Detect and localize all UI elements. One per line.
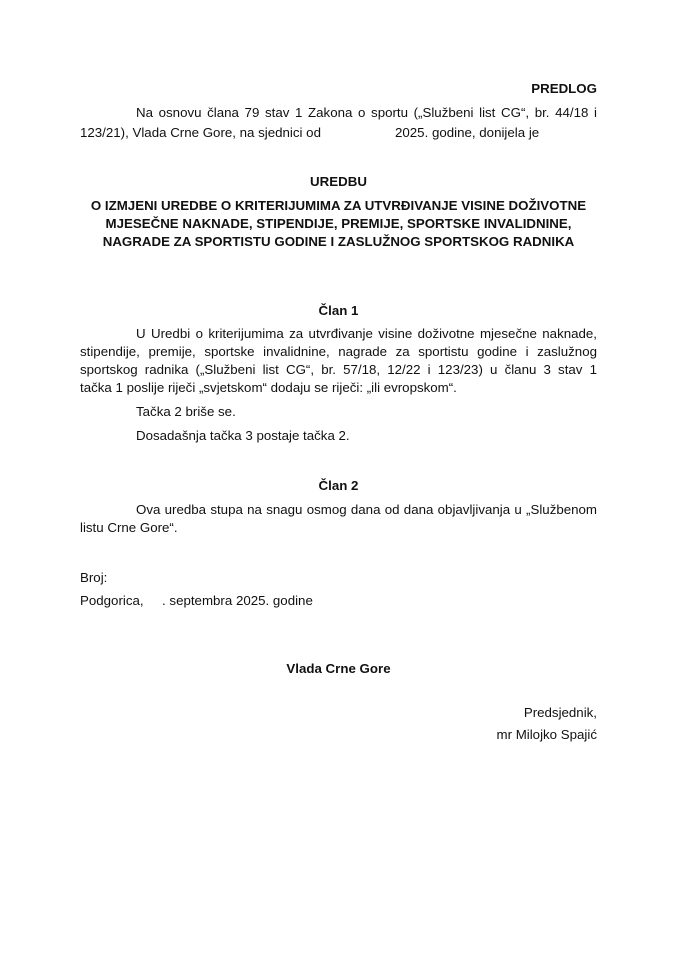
number-label: Broj: — [80, 570, 108, 585]
article-2-line: listu Crne Gore“. — [80, 520, 178, 535]
place-date: Podgorica, . septembra 2025. godine — [80, 593, 313, 608]
preamble-line: 123/21), Vlada Crne Gore, na sjednici od — [80, 125, 321, 140]
article-1-line: sportskog radnika („Službeni list CG“, br. 57/18, 12/22 i 123/23) u članu 3 stav 1 — [80, 362, 597, 377]
document-title-line: O IZMJENI UREDBE O KRITERIJUMIMA ZA UTVRĐIVANJE VISINE DOŽIVOTNE — [90, 198, 587, 213]
signatory-name: mr Milojko Spajić — [496, 727, 597, 742]
document-title-line: NAGRADE ZA SPORTISTU GODINE I ZASLUŽNOG SPORTSKOG RADNIKA — [102, 234, 575, 249]
article-1-point: Tačka 2 briše se. — [136, 404, 236, 419]
article-1-line: U Uredbi o kriterijumima za utvrđivanje visine doživotne mjesečne naknade, — [136, 326, 597, 341]
proposal-label: PREDLOG — [531, 81, 597, 96]
signatory-title: Predsjednik, — [523, 705, 597, 720]
government-name: Vlada Crne Gore — [286, 661, 391, 676]
article-1-line: stipendije, premije, sportske invalidnine, nagrade za sportistu godine i zaslužnog — [80, 344, 597, 359]
article-1-heading: Član 1 — [318, 303, 359, 318]
preamble-line: 2025. godine, donijela je — [395, 125, 540, 140]
document-heading: UREDBU — [310, 174, 367, 189]
article-1-point: Dosadašnja tačka 3 postaje tačka 2. — [136, 428, 350, 443]
preamble-line: Na osnovu člana 79 stav 1 Zakona o sportu („Službeni list CG“, br. 44/18 i — [136, 105, 597, 120]
document-title-line: MJESEČNE NAKNADE, STIPENDIJE, PREMIJE, SPORTSKE INVALIDNINE, — [105, 216, 572, 231]
article-2-heading: Član 2 — [318, 478, 359, 493]
article-2-line: Ova uredba stupa na snagu osmog dana od dana objavljivanja u „Službenom — [136, 502, 597, 517]
article-1-line: tačka 1 poslije riječi „svjetskom“ dodaju se riječi: „ili evropskom“. — [80, 380, 457, 395]
